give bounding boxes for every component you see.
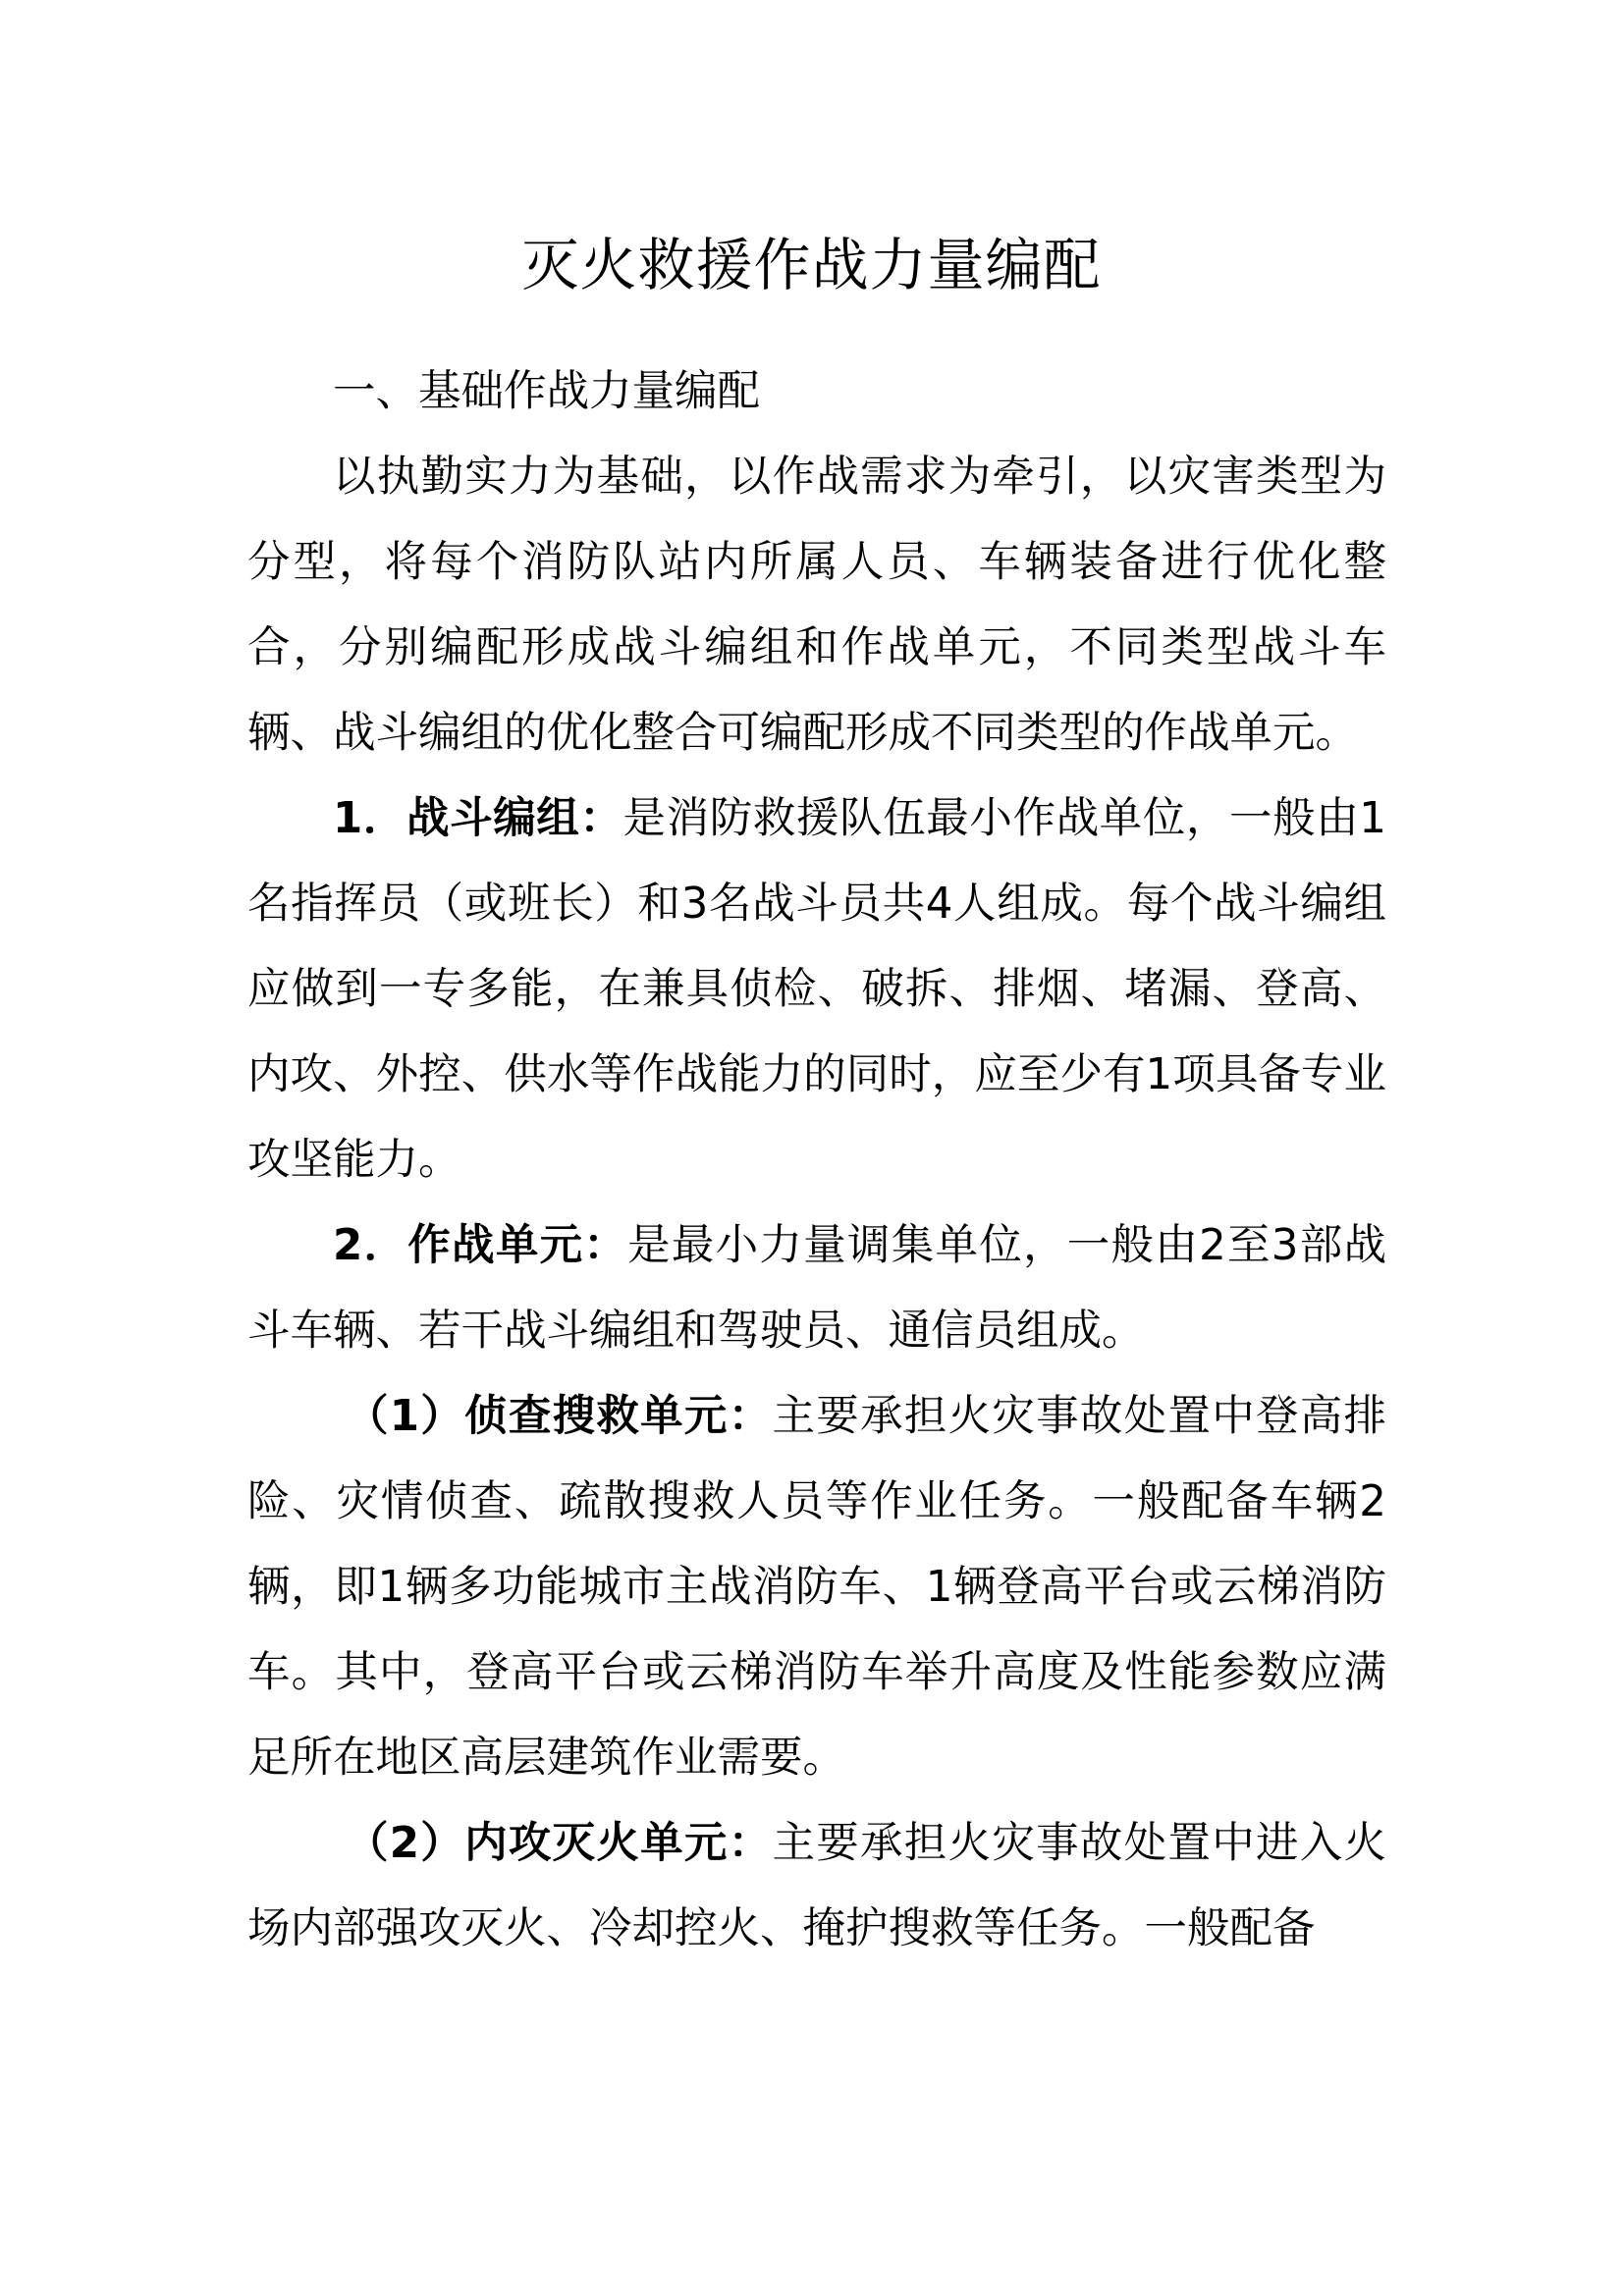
sub-search-rescue-unit-text: 主要承担火灾事故处置中登高排险、灾情侦查、疏散搜救人员等作业任务。一般配备车辆2辆，即1辆多功能城市主战消防车、1辆登高平台或云梯消防车。其中，登高平台或云梯消防车举升高度及性能参数应满足所在地区高层建筑作业需要。 xyxy=(247,1392,1386,1783)
document-title: 灭火救援作战力量编配 xyxy=(521,232,1102,298)
sub-search-rescue-unit xyxy=(247,1374,1386,1801)
item-combat-group-text: 是消防救援队伍最小作战单位，一般由1名指挥员（或班长）和3名战斗员共4人组成。每个战斗编组应做到一专多能，在兼具侦检、破拆、排烟、堵漏、登高、内攻、外控、供水等作战能力的同时，应至少有1项具备专业攻坚能力。 xyxy=(247,794,1386,1185)
intro-paragraph: 以执勤实力为基础，以作战需求为牵引，以灾害类型为分型，将每个消防队站内所属人员、车辆装备进行优化整合，分别编配形成战斗编组和作战单元，不同类型战斗车辆、战斗编组的优化整合可编配形成不同类型的作战单元。 xyxy=(247,453,1386,758)
item-combat-unit-lead: 2．作战单元： xyxy=(333,1221,628,1270)
sub-interior-attack-unit-lead: （2）内攻灭火单元： xyxy=(346,1819,773,1868)
item-combat-group-lead: 1．战斗编组： xyxy=(333,794,623,843)
sub-interior-attack-unit-text: 主要承担火灾事故处置中进入火场内部强攻灭火、冷却控火、掩护搜救等任务。一般配备 xyxy=(247,1819,1386,1953)
item-combat-group xyxy=(247,776,1386,1203)
document-body xyxy=(247,349,1386,1972)
item-combat-unit-text: 是最小力量调集单位，一般由2至3部战斗车辆、若干战斗编组和驾驶员、通信员组成。 xyxy=(247,1221,1386,1356)
item-combat-unit xyxy=(247,1203,1386,1374)
sub-search-rescue-unit-lead: （1）侦查搜救单元： xyxy=(346,1392,773,1441)
sub-interior-attack-unit xyxy=(247,1801,1386,1972)
section-heading: 一、基础作战力量编配 xyxy=(333,367,760,416)
